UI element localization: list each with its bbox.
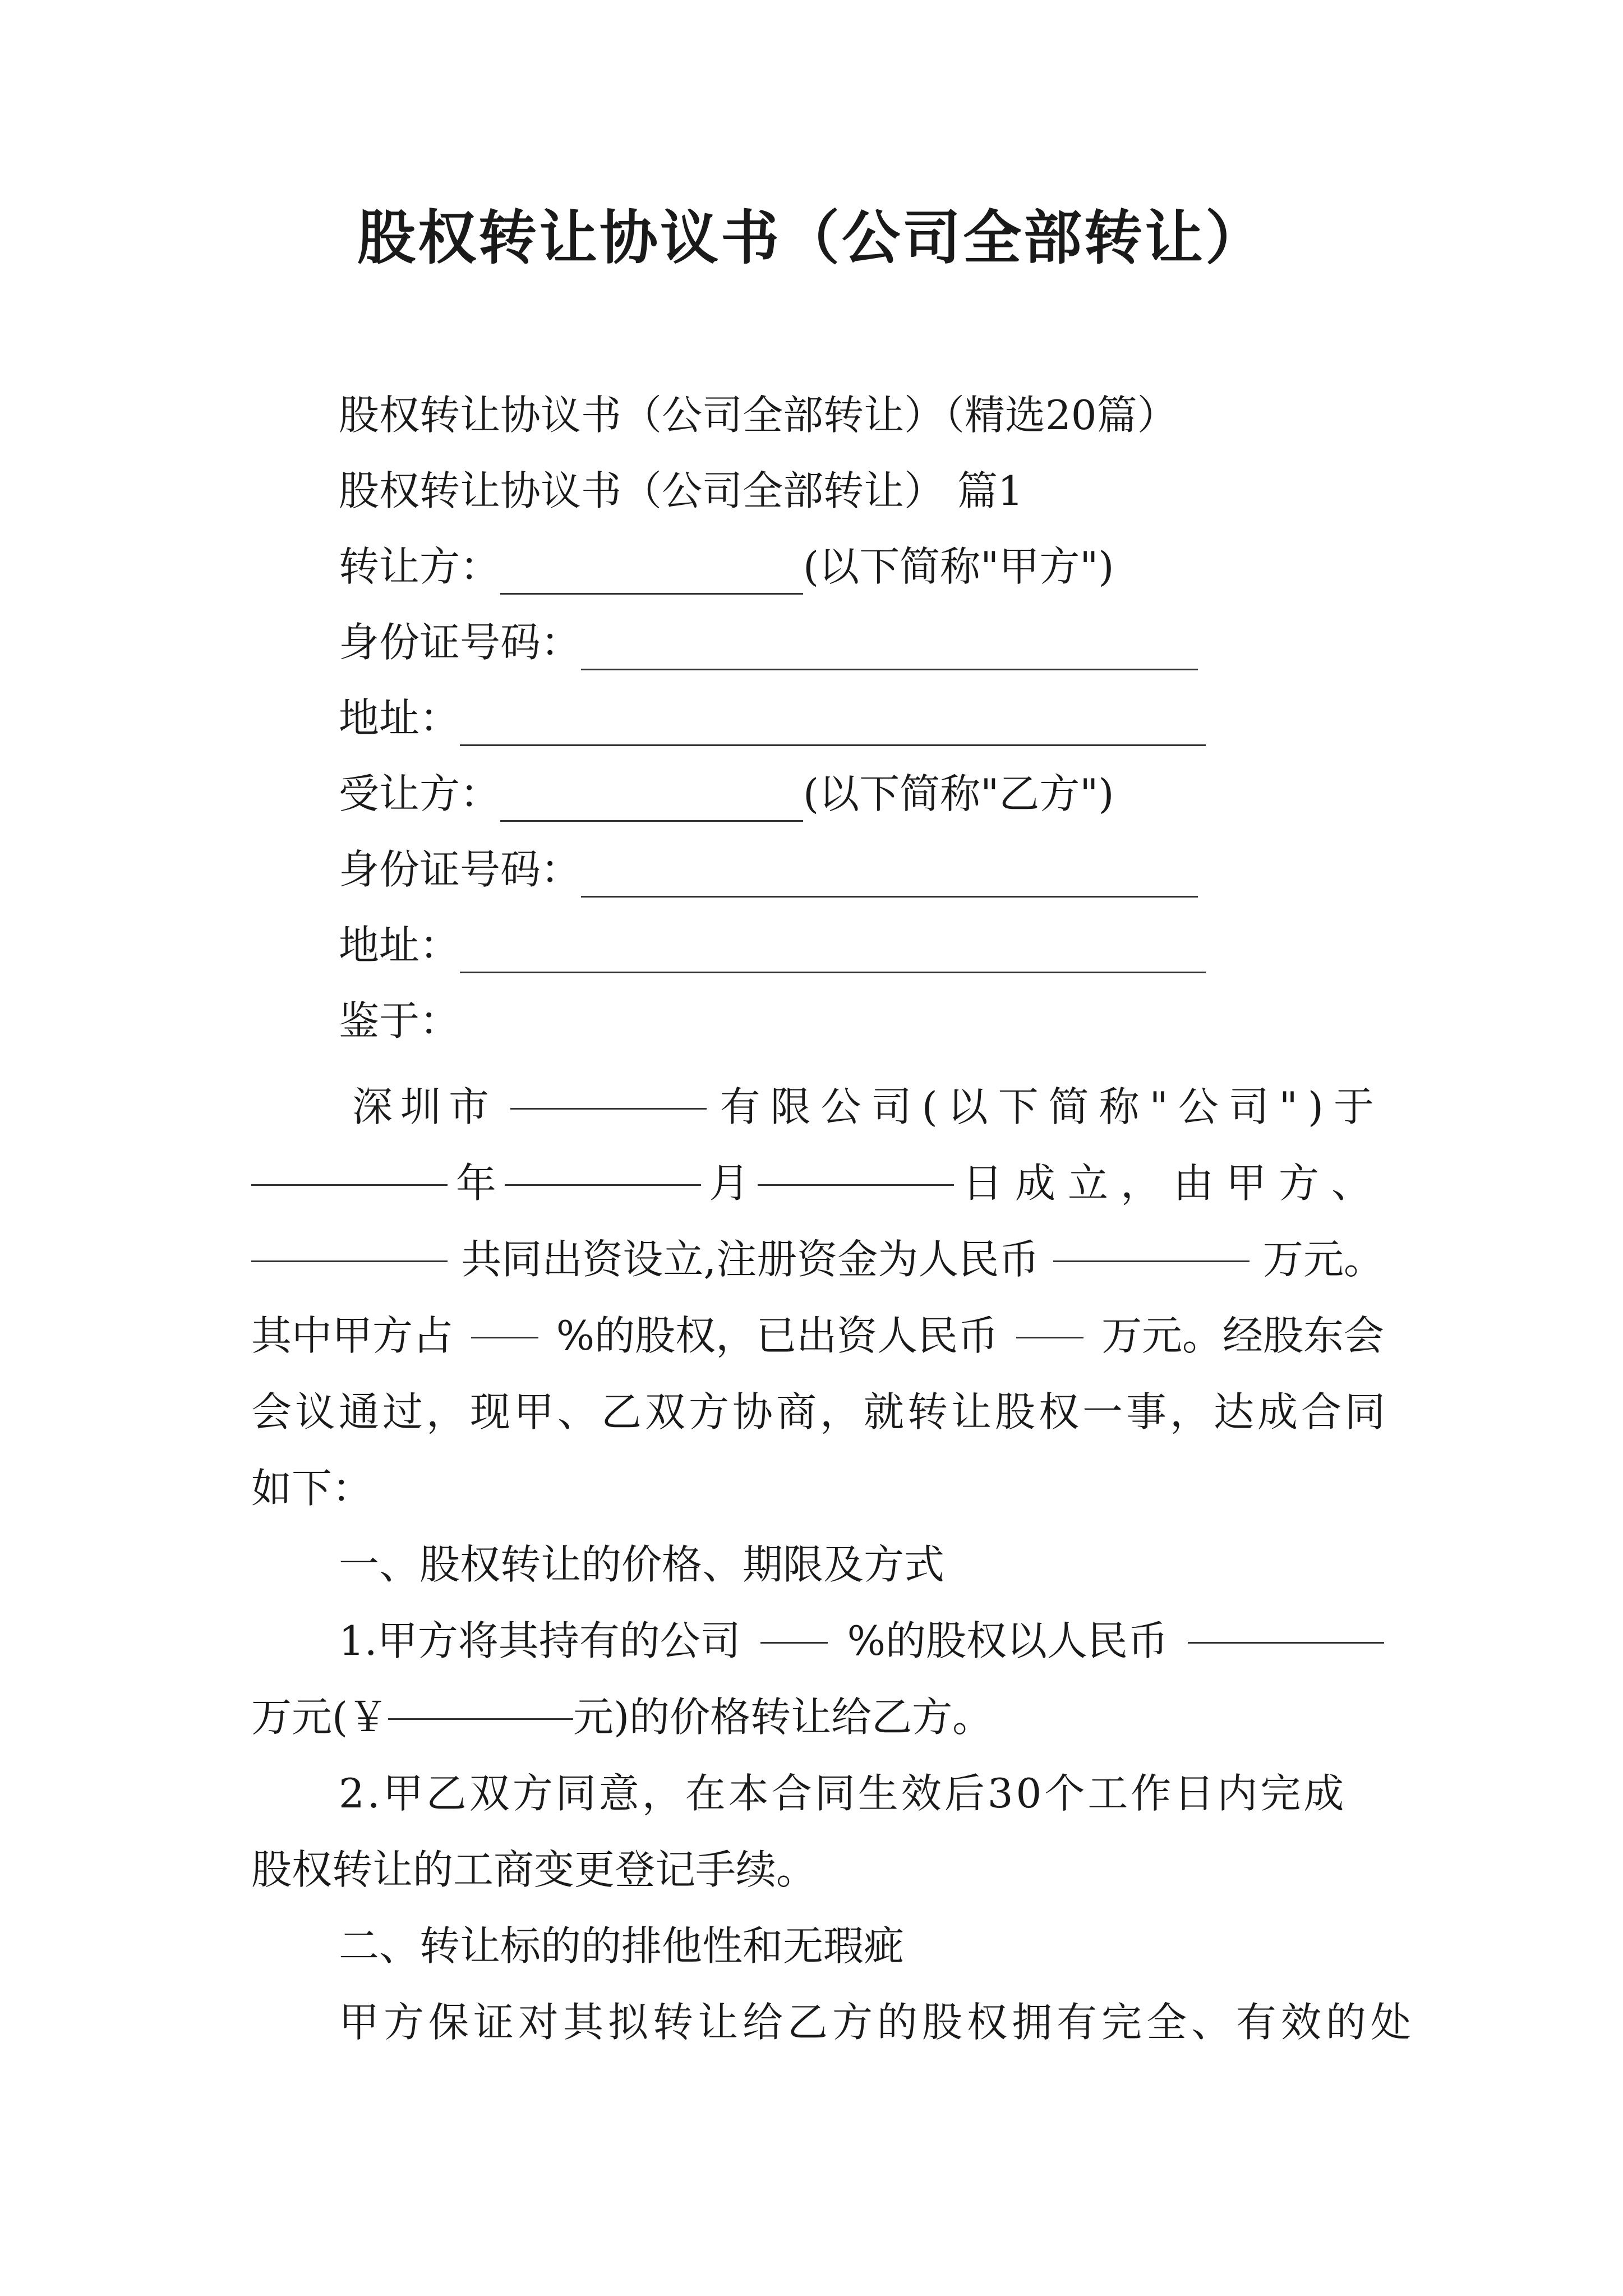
paragraph-whereas: [251, 1069, 1416, 2060]
transfer-percent-blank: [760, 1603, 828, 1644]
address-label: 地址：: [339, 694, 460, 742]
co-investor-blank: [251, 1221, 448, 1262]
price-figure-blank: [388, 1679, 573, 1720]
text-fragment: 共同出资设立,注册资金为人民币: [461, 1236, 1040, 1283]
transferee-label: 受让方：: [339, 770, 501, 817]
address-label: 地址：: [339, 922, 460, 969]
subtitle: 股权转让协议书（公司全部转让）（精选20篇）: [339, 392, 1178, 439]
paid-capital-blank: [1016, 1297, 1083, 1338]
transferee-address-line: [339, 917, 1206, 973]
text-fragment: 万元(￥: [251, 1694, 389, 1741]
id-label: 身份证号码：: [339, 846, 582, 893]
year-blank: [251, 1145, 448, 1186]
text-line: [251, 1069, 1384, 1145]
text-line: [251, 1832, 1384, 1908]
part-heading: 股权转让协议书（公司全部转让） 篇1: [339, 467, 1023, 514]
text-fragment: 年: [455, 1159, 496, 1207]
text-fragment: 2.甲乙双方同意，在本合同生效后30个工作日内完成: [339, 1770, 1347, 1817]
id-label: 身份证号码：: [339, 619, 582, 666]
page-title: 股权转让协议书（公司全部转让）: [357, 203, 1266, 272]
transferor-id-blank: [581, 629, 1198, 670]
text-fragment: 如下：: [251, 1465, 373, 1512]
transferee-blank: [500, 781, 803, 822]
text-fragment: 一、股权转让的价格、期限及方式: [339, 1541, 945, 1588]
percent-blank: [471, 1297, 538, 1338]
transferee-line: [339, 766, 1114, 822]
transferee-note: (以下简称"乙方"): [803, 770, 1114, 817]
text-fragment: 万元。经股东会: [1101, 1312, 1384, 1359]
transferee-id-blank: [581, 857, 1198, 898]
price-blank: [1188, 1603, 1384, 1644]
text-line: [251, 1297, 1384, 1374]
capital-blank: [1053, 1221, 1249, 1262]
text-line: [251, 1450, 1384, 1526]
transferor-address-line: [339, 690, 1206, 746]
text-fragment: 日成立，由甲方、: [962, 1159, 1384, 1207]
transferor-blank: [500, 554, 803, 595]
text-line: [251, 1374, 1389, 1450]
section-heading-2: [251, 1908, 1384, 1984]
text-line: [251, 1603, 1384, 1679]
text-fragment: 1.甲方将其持有的公司: [339, 1617, 741, 1664]
text-fragment: 有限公司(以下简称"公司")于: [720, 1083, 1384, 1130]
transferor-address-blank: [460, 705, 1206, 746]
text-fragment: 股权转让的工商变更登记手续。: [251, 1846, 817, 1893]
text-fragment: 二、转让标的的排他性和无瑕疵: [339, 1922, 905, 1970]
section-heading-1: [251, 1526, 1384, 1603]
transferee-address-blank: [460, 932, 1206, 973]
transferor-note: (以下简称"甲方"): [803, 543, 1114, 590]
text-line: [251, 1145, 1384, 1221]
whereas-label: 鉴于：: [339, 997, 460, 1045]
text-fragment: %的股权，已出资人民币: [556, 1312, 999, 1359]
transferor-label: 转让方：: [339, 543, 501, 590]
text-fragment: 会议通过，现甲、乙双方协商，就转让股权一事，达成合同: [251, 1388, 1389, 1435]
transferor-id-line: [339, 614, 1198, 670]
text-fragment: 其中甲方占: [251, 1312, 454, 1359]
text-fragment: 甲方保证对其拟转让给乙方的股权拥有完全、有效的处: [339, 1999, 1416, 2046]
text-line: [251, 1984, 1416, 2060]
text-line: [251, 1755, 1384, 1832]
transferee-id-line: [339, 841, 1198, 898]
day-blank: [758, 1145, 954, 1186]
text-fragment: %的股权以人民币: [847, 1617, 1169, 1664]
text-line: [251, 1221, 1384, 1297]
transferor-line: [339, 539, 1114, 595]
text-fragment: 深圳市: [352, 1083, 497, 1130]
text-line: [251, 1679, 1384, 1755]
text-fragment: 万元。: [1262, 1236, 1384, 1283]
text-fragment: 月: [709, 1159, 750, 1207]
month-blank: [505, 1145, 701, 1186]
company-name-blank: [510, 1069, 707, 1110]
text-fragment: 元)的价格转让给乙方。: [573, 1694, 993, 1741]
